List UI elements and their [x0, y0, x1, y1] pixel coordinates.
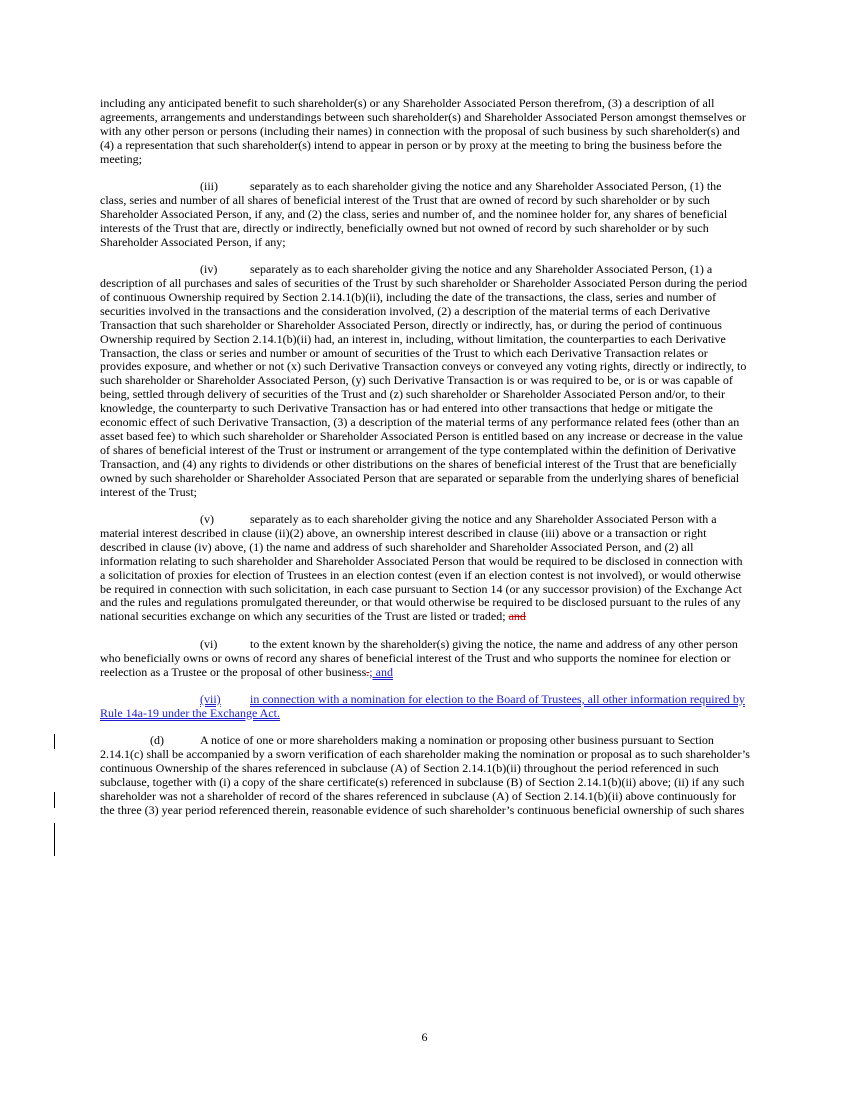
paragraph-clause-vi — [100, 638, 750, 680]
change-bar-clause-vii — [54, 823, 55, 856]
clause-number: (vii) — [200, 691, 221, 706]
paragraph-text: separately as to each shareholder giving the notice and any Shareholder Associated Person, (1) the class, series and number of all shares of beneficial interest of the Trust that are owned of record by such shareholder or by such Shareholder Associated Person, if any, and (2) the class, series and number of, and the nominee holder for, any shares of beneficial interests of the Trust that are, directly or indirectly, beneficially owned but not owned of record by such shareholder or by such Shareholder Associated Person, if any; — [100, 179, 728, 249]
clause-number: (iii) — [200, 179, 218, 194]
paragraph-text: including any anticipated benefit to such shareholder(s) or any Shareholder Associated Person therefrom, (3) a description of all agreements, arrangements and understandings between such shareholder(s) and Shareholder Associated Person amongst themselves or with any other person or persons (including their names) in connection with the proposal of such business by such shareholder(s) and (4) a representation that such shareholder(s) intend to appear in person or by proxy at the meeting to bring the business before the meeting; — [100, 96, 746, 166]
paragraph-text: separately as to each shareholder giving the notice and any Shareholder Associated Person with a material interest described in clause (ii)(2) above, an ownership interest described in clause (iii) above or a transaction or right described in clause (iv) above, (1) the name and address of such shareholder and Shareholder Associated Person, and (2) all information relating to such shareholder and Shareholder Associated Person that would be required to be disclosed in connection with a solicitation of proxies for election of Trustees in an election contest (even if an election contest is not involved), or would otherwise be required in connection with such solicitation, in each case pursuant to Section 14 (or any successor provision) of the Exchange Act and the rules and regulations promulgated thereunder, or that would otherwise be required to be disclosed pursuant to the rules of any national securities exchange on which any securities of the Trust are listed or traded; — [100, 511, 743, 624]
clause-number: (iv) — [200, 262, 218, 277]
paragraph-text: A notice of one or more shareholders making a nomination or proposing other business pursuant to Section 2.14.1(c) shall be accompanied by a sworn verification of each shareholder making the nomination or proposal as to such shareholder’s continuous Ownership of the shares referenced in subclause (A) of Section 2.14.1(b)(ii) throughout the period referenced in such subclause, together with (i) a copy of the share certificate(s) referenced in subclause (B) of Section 2.14.1(b)(ii) above; (ii) if any such shareholder was not a shareholder of record of the shares referenced in subclause (A) of Section 2.14.1(b)(ii) above continuously for the three (3) year period referenced therein, reasonable evidence of such shareholder’s continuous beneficial ownership of such shares — [100, 733, 750, 817]
paragraph-text: separately as to each shareholder giving the notice and any Shareholder Associated Person, (1) a description of all purchases and sales of securities of the Trust by such shareholder or Shareholder Associated Person during the period of continuous Ownership required by Section 2.14.1(b)(ii), including the date of the transactions, the class, series and number of securities involved in the transactions and the consideration involved, (2) a description of the material terms of each Derivative Transaction that such shareholder or Shareholder Associated Person, directly or indirectly, has, or during the period of continuous Ownership required by Section 2.14.1(b)(ii) had, an interest in, including, without limitation, the counterparties to each Derivative Transaction, the class or series and number or amount of securities of the Trust to which each Derivative Transaction relates or provides exposure, and whether or not (x) such Derivative Transaction conveys or conveyed any voting rights, directly or indirectly, to such shareholder or Shareholder Associated Person, (y) such Derivative Transaction is or was required to be, or is or was capable of being, settled through delivery of securities of the Trust and (z) such shareholder or Shareholder Associated Person and/or, to their knowledge, the counterparty to such Derivative Transaction has or had entered into other transactions that hedge or mitigate the economic effect of such Derivative Transaction, (3) a description of the material terms of any performance related fees (other than an asset based fee) to which such shareholder or Shareholder Associated Person is entitled based on any increase or decrease in the value of shares of beneficial interest of the Trust or instrument or arrangement of the type contemplated within the definition of Derivative Transaction, and (4) any rights to dividends or other distributions on the shares of beneficial interest of the Trust that are beneficially owned by such shareholder or Shareholder Associated Person that are separated or separable from the underlying shares of beneficial interest of the Trust; — [100, 262, 748, 499]
paragraph-text: to the extent known by the shareholder(s) giving the notice, the name and address of any other person who beneficially owns or owns of record any shares of beneficial interest of the Trust and who supports the nominee for election or reelection as a Trustee or the proposal of other business — [100, 636, 738, 679]
change-bar-clause-v — [54, 734, 55, 749]
paragraph-clause-iv — [100, 263, 750, 499]
paragraph-clause-iii — [100, 180, 750, 250]
paragraph-clause-v — [100, 513, 750, 624]
inserted-text: in connection with a nomination for election to the Board of Trustees, all other information required by Rule 14a-19 under the Exchange Act. — [100, 691, 745, 720]
paragraph-continuation — [100, 97, 750, 167]
paragraph-clause-vii — [100, 693, 750, 721]
paragraph-clause-d — [100, 734, 750, 817]
inserted-text: ; and — [369, 664, 393, 679]
page-number: 6 — [421, 1030, 428, 1044]
deleted-text: . — [366, 664, 370, 679]
clause-number: (d) — [150, 733, 164, 748]
clause-number: (v) — [200, 511, 214, 526]
change-bar-clause-vi — [54, 792, 55, 808]
document-body — [100, 97, 750, 831]
clause-number: (vi) — [200, 636, 218, 651]
deleted-text: and — [508, 609, 526, 624]
